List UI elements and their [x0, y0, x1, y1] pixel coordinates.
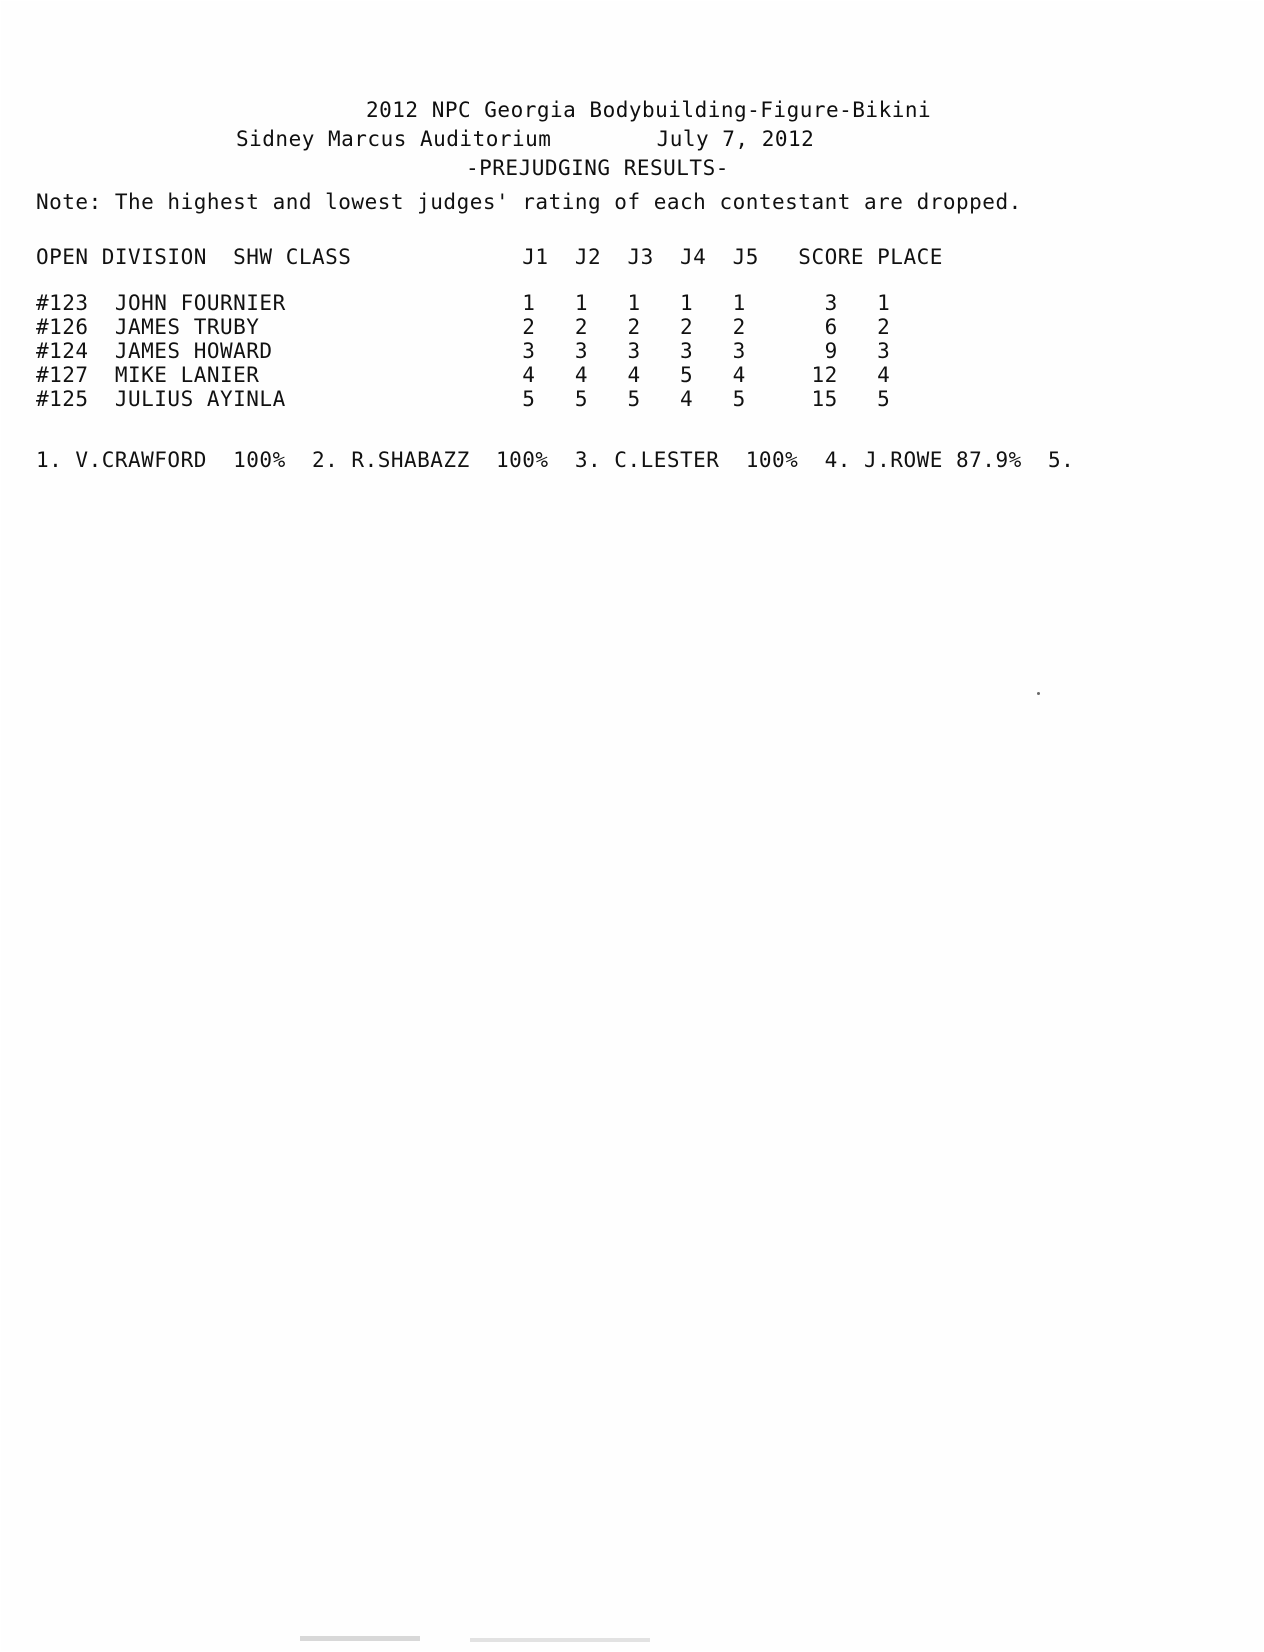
- posing-round-summary: 1. V.CRAWFORD 100% 2. R.SHABAZZ 100% 3. C.LESTER 100% 4. J.ROWE 87.9% 5.: [36, 448, 1075, 472]
- document-title-line-3: -PREJUDGING RESULTS-: [466, 156, 729, 180]
- judging-note: Note: The highest and lowest judges' rating of each contestant are dropped.: [36, 190, 1022, 214]
- table-row: #127 MIKE LANIER 4 4 4 5 4 12 4: [36, 363, 891, 387]
- results-table: [36, 245, 1236, 411]
- scan-artifact: [470, 1638, 650, 1642]
- table-row: #126 JAMES TRUBY 2 2 2 2 2 6 2: [36, 315, 891, 339]
- document-title-line-2: Sidney Marcus Auditorium July 7, 2012: [236, 127, 815, 151]
- document-title-line-1: 2012 NPC Georgia Bodybuilding-Figure-Bikini: [366, 98, 932, 122]
- scan-artifact: [300, 1636, 420, 1641]
- table-row: #125 JULIUS AYINLA 5 5 5 4 5 15 5: [36, 387, 891, 411]
- table-header-row: OPEN DIVISION SHW CLASS J1 J2 J3 J4 J5 SCORE PLACE: [36, 245, 943, 269]
- results-sheet: [36, 96, 1236, 473]
- table-row: #124 JAMES HOWARD 3 3 3 3 3 9 3: [36, 339, 891, 363]
- table-row: #123 JOHN FOURNIER 1 1 1 1 1 3 1: [36, 291, 891, 315]
- scan-speck: [1037, 692, 1040, 695]
